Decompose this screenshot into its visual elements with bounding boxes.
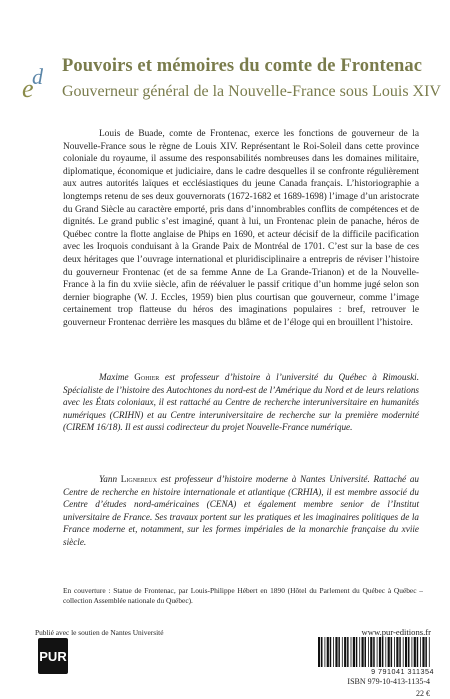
book-subtitle: Gouverneur général de la Nouvelle-France sous Louis XIV bbox=[62, 83, 441, 100]
barcode-icon bbox=[318, 637, 431, 667]
publisher-logo-icon bbox=[20, 64, 50, 104]
book-title: Pouvoirs et mémoires du comte de Frontenac bbox=[62, 56, 423, 76]
author-bio-gohier bbox=[63, 371, 419, 434]
author-first-name: Maxime bbox=[99, 372, 129, 382]
author-bio-text: est professeur d’histoire moderne à Nantes Université. Rattaché au Centre de recherche en histoire internationale et atlantique (CRHIA), il est membre associé du Centre d’études nord-américaines (CENA) et également membre senior de l’Institut universitaire de France. Ses travaux portent sur les pratiques et les imaginaires politiques de la France moderne et, notamment, sur les formes impériales de la monarchie française du xviie siècle. bbox=[63, 474, 420, 547]
barcode-digits: 9 791041 311354 bbox=[371, 667, 434, 676]
pur-logo-icon: PUR bbox=[38, 638, 68, 674]
author-first-name: Yann bbox=[99, 474, 118, 484]
price: 22 € bbox=[416, 689, 430, 698]
publisher-website[interactable]: www.pur-editions.fr bbox=[361, 627, 431, 637]
support-line: Publié avec le soutien de Nantes Université bbox=[35, 628, 164, 637]
book-summary: Louis de Buade, comte de Frontenac, exerce les fonctions de gouverneur de la Nouvelle-France sous le règne de Louis XIV. Représentant le Roi-Soleil dans cette province coloniale du royaume, il assume des responsabilités nombreuses dans les domaines militaire, diplomatique, économique et judiciaire, dans le cadre desquelles il se confronte régulièrement aux autres autorités laïques et ecclésiastiques du jeune Canada français. L’historiographie a longtemps retenu de ses deux gouvernorats (1672-1682 et 1689-1698) l’image d’un aristocrate du Grand Siècle au caractère emporté, pris dans d’innombrables conflits de compétences et de dignités. Le grand public s’est imaginé, quant à lui, un Frontenac plein de panache, héros de Québec contre la flotte anglaise de Phips en 1690, et acteur décisif de la difficile pacification avec les Iroquois conduisant à la Grande Paix de Montréal de 1701. C’est sur la base de ces deux héritages que l’ouvrage international et pluridisciplinaire a entrepris de réviser l’histoire du gouverneur Frontenac (et de sa femme Anne de La Grande-Trianon) et de la Nouvelle-France à la fin du xviie siècle, afin de réévaluer le passif critique d’un homme jugé selon son dernier biographe (W. J. Eccles, 1959) bien plus courtisan que gouverneur, comme l’image certainement trop flatteuse du héros des imaginations populaires : bref, retrouver le gouverneur Frontenac derrière les masques du blâme et de l’éloge qui en brouillent l’histoire. bbox=[63, 129, 419, 328]
cover-credit: En couverture : Statue de Frontenac, par Louis-Philippe Hébert en 1890 (Hôtel du Parlement du Québec à Québec – collection Assemblée nationale du Québec). bbox=[63, 586, 423, 605]
svg-text:e: e bbox=[22, 74, 34, 103]
isbn: ISBN 979-10-413-1135-4 bbox=[347, 677, 430, 686]
author-last-name: Gohier bbox=[134, 372, 160, 382]
author-bio-lignereux bbox=[63, 473, 419, 549]
author-bio-text: est professeur d’histoire à l’université du Québec à Rimouski. Spécialiste de l’histoire des Autochtones du nord-est de l’Amérique du Nord et de leurs relations avec les États coloniaux, il est rattaché au Centre de recherche interuniversitaire en humanités numériques (CRIHN) et au Centre interuniversitaire de recherche sur la première modernité (CIREM 16/18). Il est aussi codirecteur du projet Nouvelle-France numérique. bbox=[63, 372, 420, 433]
svg-text:d: d bbox=[32, 64, 43, 89]
author-last-name: Lignereux bbox=[120, 474, 158, 484]
